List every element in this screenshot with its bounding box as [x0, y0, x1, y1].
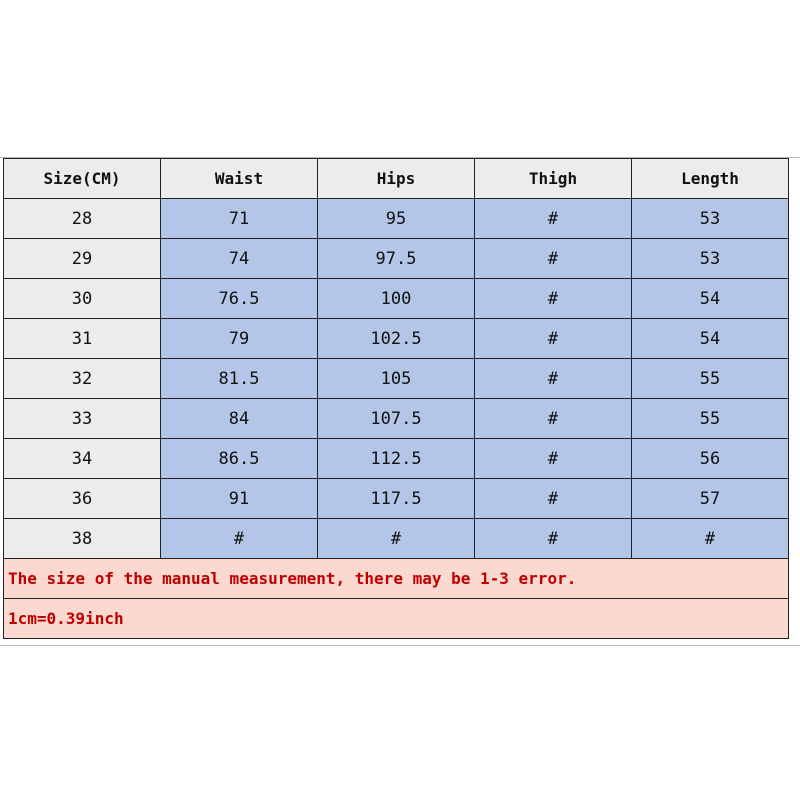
measurement-cell: # [475, 239, 632, 279]
measurement-cell: 54 [632, 319, 789, 359]
size-chart-table [3, 158, 789, 639]
measurement-cell: 100 [318, 279, 475, 319]
measurement-cell: 54 [632, 279, 789, 319]
measurement-cell: 53 [632, 199, 789, 239]
size-cell: 32 [4, 359, 161, 399]
table-row [4, 239, 789, 279]
size-cell: 34 [4, 439, 161, 479]
table-row [4, 439, 789, 479]
size-cell: 28 [4, 199, 161, 239]
measurement-cell: 76.5 [161, 279, 318, 319]
note-text: 1cm=0.39inch [4, 599, 789, 639]
measurement-cell: # [632, 519, 789, 559]
measurement-cell: 79 [161, 319, 318, 359]
measurement-cell: 107.5 [318, 399, 475, 439]
table-row [4, 279, 789, 319]
size-cell: 38 [4, 519, 161, 559]
table-row [4, 479, 789, 519]
measurement-cell: 74 [161, 239, 318, 279]
measurement-cell: 53 [632, 239, 789, 279]
note-row [4, 599, 789, 639]
size-cell: 31 [4, 319, 161, 359]
measurement-cell: 71 [161, 199, 318, 239]
column-header: Hips [318, 159, 475, 199]
column-header: Waist [161, 159, 318, 199]
measurement-cell: # [161, 519, 318, 559]
measurement-cell: 55 [632, 399, 789, 439]
measurement-cell: # [475, 319, 632, 359]
measurement-cell: 117.5 [318, 479, 475, 519]
size-chart-sheet [0, 157, 800, 646]
column-header: Length [632, 159, 789, 199]
measurement-cell: # [475, 519, 632, 559]
measurement-cell: 91 [161, 479, 318, 519]
measurement-cell: 56 [632, 439, 789, 479]
header-row [4, 159, 789, 199]
measurement-cell: 102.5 [318, 319, 475, 359]
table-row [4, 519, 789, 559]
measurement-cell: 57 [632, 479, 789, 519]
measurement-cell: # [475, 199, 632, 239]
measurement-cell: 86.5 [161, 439, 318, 479]
table-row [4, 359, 789, 399]
measurement-cell: 95 [318, 199, 475, 239]
measurement-cell: 112.5 [318, 439, 475, 479]
measurement-cell: 55 [632, 359, 789, 399]
column-header: Thigh [475, 159, 632, 199]
table-row [4, 399, 789, 439]
note-row [4, 559, 789, 599]
measurement-cell: 81.5 [161, 359, 318, 399]
size-cell: 29 [4, 239, 161, 279]
column-header: Size(CM) [4, 159, 161, 199]
size-cell: 30 [4, 279, 161, 319]
table-row [4, 199, 789, 239]
measurement-cell: # [475, 479, 632, 519]
measurement-cell: # [475, 359, 632, 399]
measurement-cell: # [318, 519, 475, 559]
note-text: The size of the manual measurement, there may be 1-3 error. [4, 559, 789, 599]
measurement-cell: 84 [161, 399, 318, 439]
measurement-cell: # [475, 439, 632, 479]
measurement-cell: # [475, 399, 632, 439]
size-cell: 33 [4, 399, 161, 439]
size-cell: 36 [4, 479, 161, 519]
measurement-cell: 105 [318, 359, 475, 399]
measurement-cell: # [475, 279, 632, 319]
measurement-cell: 97.5 [318, 239, 475, 279]
table-row [4, 319, 789, 359]
